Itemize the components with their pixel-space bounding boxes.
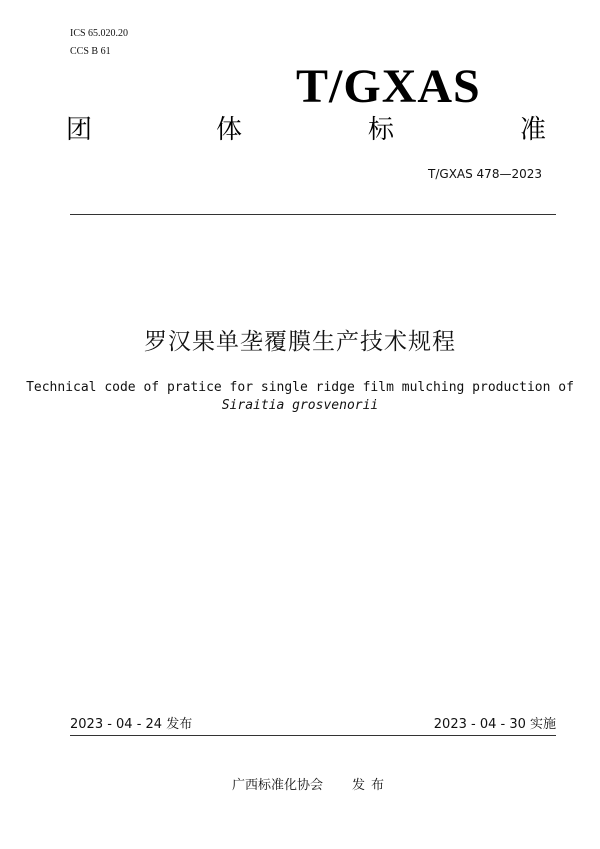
standard-type [0,113,600,149]
standard-logo: T/GXAS [296,60,481,113]
document-title-chinese: 罗汉果单垄覆膜生产技术规程 [144,329,456,355]
document-title-english: Technical code of pratice for single ridge film mulching production of [26,380,574,395]
document-title-species: Siraitia grosvenorii [221,398,379,413]
standard-type-char: 标 [368,115,395,145]
ccs-code: CCS B 61 [70,46,111,57]
publish-label: 发布 [352,778,391,793]
standard-type-char: 准 [520,115,547,145]
issue-date: 2023 - 04 - 24 发布 [70,717,193,732]
standard-type-char: 体 [216,115,243,145]
header-divider [70,214,556,215]
footer-divider [70,735,556,736]
ics-code: ICS 65.020.20 [70,28,129,39]
issuing-organization: 广西标准化协会 [232,778,324,793]
standard-type-char: 团 [66,115,93,145]
implementation-date: 2023 - 04 - 30 实施 [433,717,556,732]
standard-number: T/GXAS 478—2023 [428,167,542,181]
